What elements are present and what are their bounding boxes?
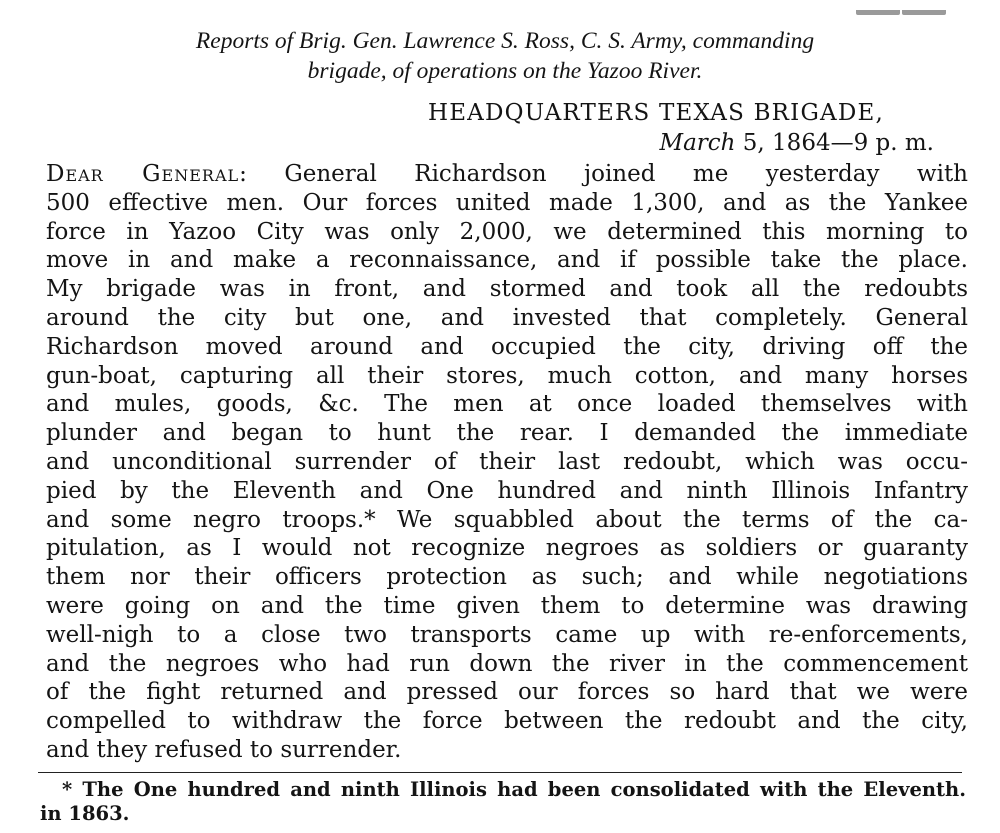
letter-body xyxy=(46,160,968,765)
footnote xyxy=(40,778,966,826)
body-line: and they refused to surrender. xyxy=(46,736,402,763)
body-line: and the negroes who had run down the river in the commencement xyxy=(46,650,968,677)
body-line xyxy=(46,160,968,189)
salutation: Dear General xyxy=(46,161,240,187)
report-title xyxy=(40,26,970,86)
report-title-line-2: brigade, of operations on the Yazoo River. xyxy=(307,58,703,84)
body-line: plunder and began to hunt the rear. I demanded the immediate xyxy=(46,420,968,447)
body-line: pitulation, as I would not recognize negroes as soldiers or guaranty xyxy=(46,535,968,562)
body-line: Richardson moved around and occupied the city, driving off the xyxy=(46,333,968,360)
footnote-line-2: in 1863. xyxy=(40,802,130,825)
body-line: 500 effective men. Our forces united made 1,300, and as the Yankee xyxy=(46,189,968,216)
body-line: force in Yazoo City was only 2,000, we determined this morning to xyxy=(46,218,968,245)
corner-tab xyxy=(902,10,946,15)
body-line: of the fight returned and pressed our forces so hard that we were xyxy=(46,679,968,706)
body-line: were going on and the time given them to determine was drawing xyxy=(46,592,968,619)
date-rest: 5, 1864—9 p. m. xyxy=(735,130,934,156)
footnote-line-1: * The One hundred and ninth Illinois had been consolidated with the Eleventh. xyxy=(62,778,966,801)
corner-tab xyxy=(856,10,900,15)
body-line: gun-boat, capturing all their stores, much cotton, and many horses xyxy=(46,362,968,389)
body-line: and mules, goods, &c. The men at once loaded themselves with xyxy=(46,391,968,418)
footnote-divider xyxy=(38,772,962,773)
body-line: move in and make a reconnaissance, and if possible take the place. xyxy=(46,247,968,274)
window-corner-tabs xyxy=(854,0,946,5)
body-line: pied by the Eleventh and One hundred and ninth Illinois Infantry xyxy=(46,477,968,504)
letter-date xyxy=(660,130,934,156)
first-line-text: : General Richardson joined me yesterday with xyxy=(239,161,968,187)
body-line: them nor their officers protection as such; and while negotiations xyxy=(46,564,968,591)
body-line: compelled to withdraw the force between the redoubt and the city, xyxy=(46,708,968,735)
body-line: My brigade was in front, and stormed and took all the redoubts xyxy=(46,276,968,303)
letter-headquarters: HEADQUARTERS TEXAS BRIGADE, xyxy=(427,100,884,126)
body-line: and unconditional surrender of their last redoubt, which was occu- xyxy=(46,448,968,475)
body-line: around the city but one, and invested that completely. General xyxy=(46,304,968,331)
date-month: March xyxy=(659,130,736,156)
body-line: well-nigh to a close two transports came up with re-enforcements, xyxy=(46,621,968,648)
body-line: and some negro troops.* We squabbled about the terms of the ca- xyxy=(46,506,968,533)
report-title-line-1: Reports of Brig. Gen. Lawrence S. Ross, C. S. Army, commanding xyxy=(195,28,815,54)
